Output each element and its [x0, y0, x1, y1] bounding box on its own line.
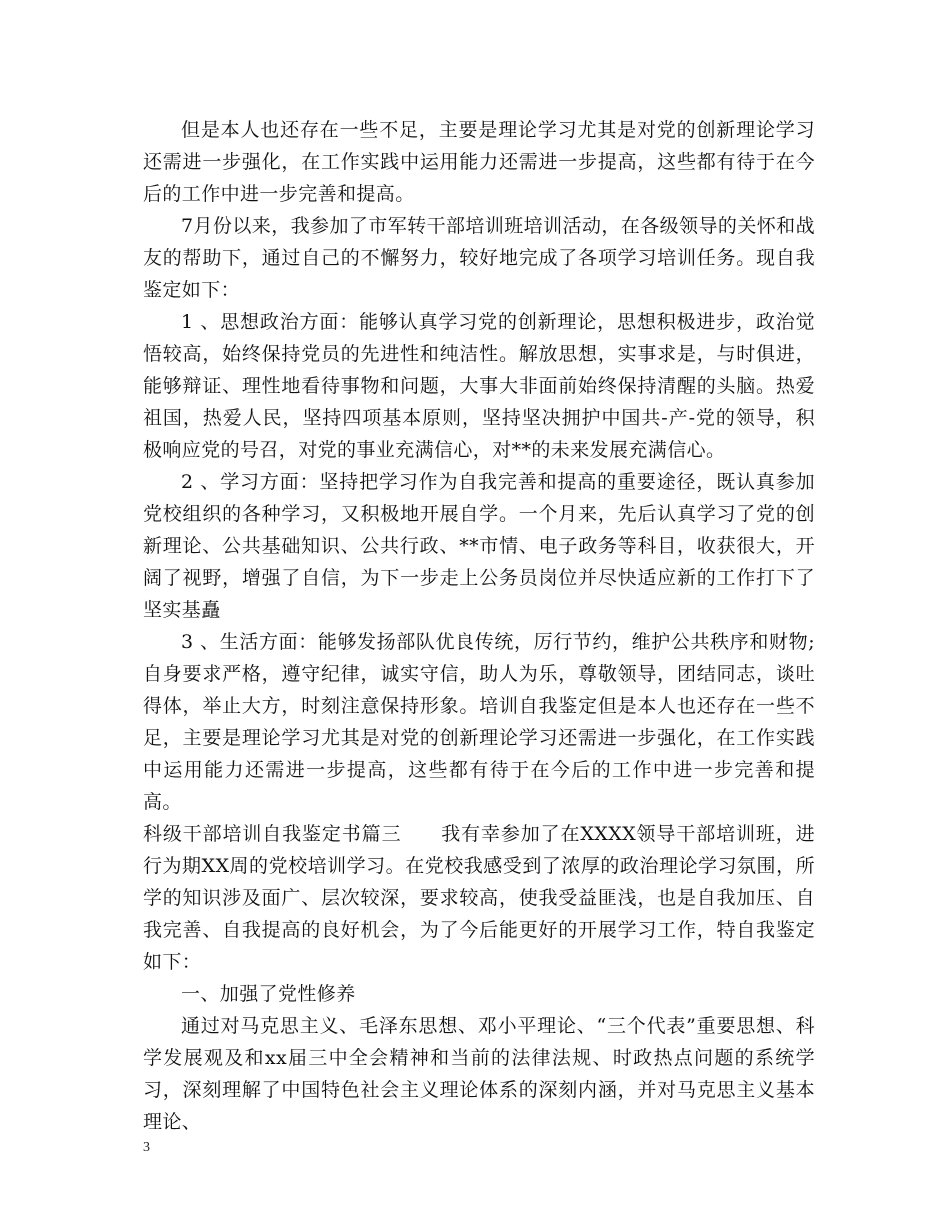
paragraph-study-aspect: 2 、学习方面：坚持把学习作为自我完善和提高的重要途径，既认真参加党校组织的各种学习，又积极地开展自学。一个月来，先后认真学习了党的创新理论、公共基础知识、公共行政、**市情、电子政务等科目，收获很大，开阔了视野，增强了自信，为下一步走上公务员岗位并尽快适应新的工作打下了坚实基矗 [143, 471, 815, 621]
paragraph-life-aspect: 3 、生活方面：能够发扬部队优良传统，厉行节约，维护公共秩序和财物;自身要求严格，遵守纪律，诚实守信，助人为乐，尊敬领导，团结同志，谈吐得体，举止大方，时刻注意保持形象。培训自我鉴定但是本人也还存在一些不足，主要是理论学习尤其是对党的创新理论学习还需进一步强化，在工作实践中运用能力还需进一步提高，这些都有待于在今后的工作中进一步完善和提高。 [143, 631, 815, 813]
paragraph-part-three-intro: 科级干部培训自我鉴定书篇三 我有幸参加了在XXXX领导干部培训班，进行为期XX周的党校培训学习。在党校我感受到了浓厚的政治理论学习氛围，所学的知识涉及面广、层次较深，要求较高，使我受益匪浅，也是自我加压、自我完善、自我提高的良好机会，为了今后能更好的开展学习工作，特自我鉴定如下： [143, 823, 815, 973]
section-heading-party-spirit: 一、加强了党性修养 [181, 983, 356, 1005]
document-page [143, 114, 815, 1138]
paragraph-intro-training: 7月份以来，我参加了市军转干部培训班培训活动，在各级领导的关怀和战友的帮助下，通过自己的不懈努力，较好地完成了各项学习培训任务。现自我鉴定如下： [143, 215, 815, 301]
paragraph-political-aspect: 1 、思想政治方面：能够认真学习党的创新理论，思想积极进步，政治觉悟较高，始终保持党员的先进性和纯洁性。解放思想，实事求是，与时俱进，能够辩证、理性地看待事物和问题，大事大非面前始终保持清醒的头脑。热爱祖国，热爱人民，坚持四项基本原则，坚持坚决拥护中国共-产-党的领导，积极响应党的号召，对党的事业充满信心，对**的未来发展充满信心。 [143, 311, 815, 461]
paragraph-theory-study: 通过对马克思主义、毛泽东思想、邓小平理论、“三个代表”重要思想、科学发展观及和xx届三中全会精神和当前的法律法规、时政热点问题的系统学习，深刻理解了中国特色社会主义理论体系的深刻内涵，并对马克思主义基本理论、 [143, 1015, 815, 1133]
paragraph-shortcomings: 但是本人也还存在一些不足，主要是理论学习尤其是对党的创新理论学习还需进一步强化，在工作实践中运用能力还需进一步提高，这些都有待于在今后的工作中进一步完善和提高。 [143, 119, 815, 205]
page-number: 3 [143, 1140, 150, 1155]
